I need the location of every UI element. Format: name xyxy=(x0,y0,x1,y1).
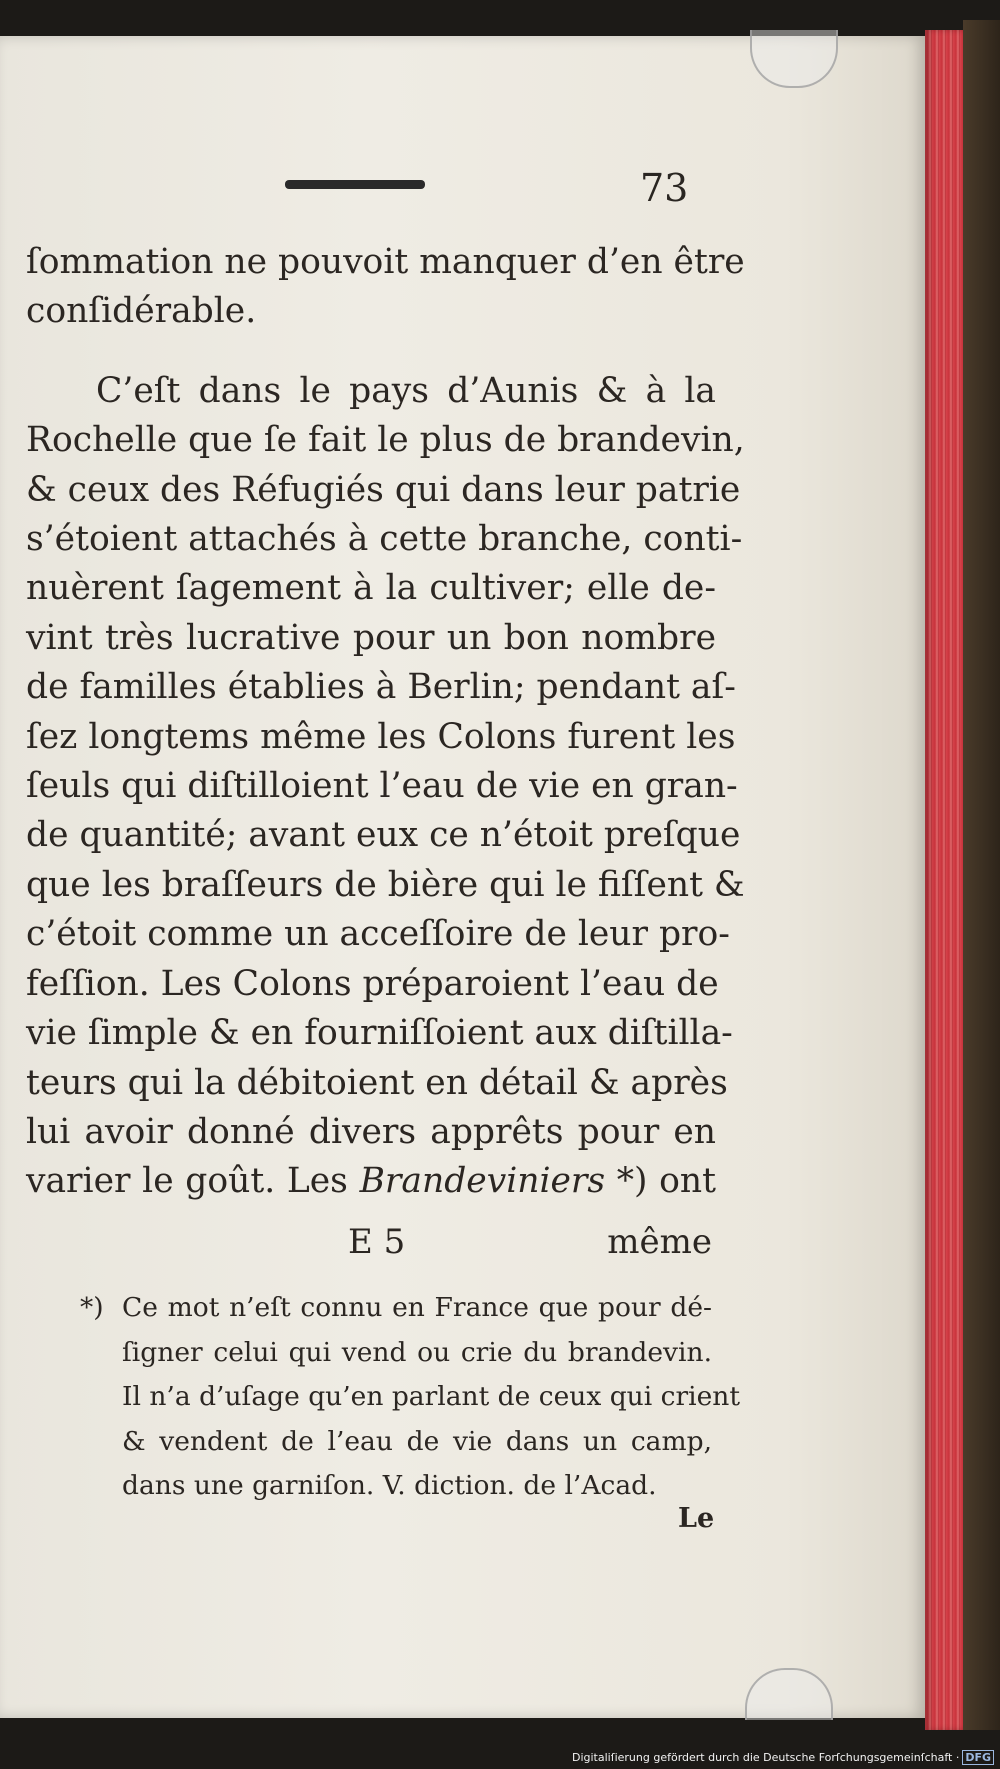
text-line: ſeuls qui diſtilloient l’eau de vie en gran- xyxy=(26,766,738,807)
credit-text: Digitaliſierung gefördert durch die Deutsche Forſchungsgemeinſchaft · xyxy=(571,1751,960,1764)
text-line: vie ſimple & en fourniſſoient aux diſtilla- xyxy=(26,1013,733,1054)
text-line: nuèrent ſagement à la cultiver; elle de- xyxy=(26,568,716,609)
text-line: feſſion. Les Colons préparoient l’eau de xyxy=(26,963,719,1004)
catchword: même xyxy=(607,1222,712,1262)
text-line: ſommation ne pouvoit manquer d’en être xyxy=(26,242,745,282)
footnote-line: Il n’a d’uſage qu’en parlant de ceux qui crient xyxy=(122,1381,741,1412)
footnote-line: dans une garniſon. V. diction. de l’Acad. xyxy=(122,1470,657,1501)
text-line: de familles établies à Berlin; pendant aſ- xyxy=(26,667,736,708)
digitization-credit xyxy=(572,1750,994,1765)
text-line: conſidérable. xyxy=(26,291,257,332)
bottom-catchword: Le xyxy=(678,1503,715,1534)
text-line: lui avoir donné divers apprêts pour en xyxy=(26,1111,716,1152)
text-line: C’eſt dans le pays d’Aunis & à la xyxy=(96,370,716,411)
footnote-line: ſigner celui qui vend ou crie du brandevin. xyxy=(122,1336,712,1368)
footnote xyxy=(80,1286,741,1509)
text-line: de quantité; avant eux ce n’étoit preſque xyxy=(26,815,741,856)
footnote-line: Ce mot n’eſt connu en France que pour dé- xyxy=(122,1292,712,1323)
text-segment: *) ont xyxy=(605,1161,716,1202)
signature-mark: E 5 xyxy=(348,1222,406,1262)
text-line: Rochelle que ſe fait le plus de brandevin, xyxy=(26,420,745,461)
italic-term: Brandeviniers xyxy=(359,1161,606,1202)
text-line: vint très lucrative pour un bon nombre xyxy=(26,617,716,658)
book-cover xyxy=(963,20,1000,1730)
footnote-line: & vendent de l’eau de vie dans un camp, xyxy=(122,1425,712,1457)
text-line: teurs qui la débitoient en détail & après xyxy=(26,1062,728,1103)
text-line: & ceux des Réfugiés qui dans leur patrie xyxy=(26,469,741,510)
text-line: s’étoient attachés à cette branche, conti- xyxy=(26,519,743,560)
text-line: que les braſſeurs de bière qui le fiſſent & xyxy=(26,864,745,905)
page-number: 73 xyxy=(640,166,689,210)
text-line: c’étoit comme un acceſſoire de leur pro- xyxy=(26,914,730,955)
signature-row xyxy=(46,1222,712,1272)
text-line-final xyxy=(26,1157,716,1206)
footnote-mark: *) xyxy=(80,1292,104,1323)
text-segment: varier le goût. Les xyxy=(26,1161,360,1202)
page-edges xyxy=(925,30,963,1730)
header-rule xyxy=(285,180,425,189)
text-line: ſez longtems même les Colons furent les xyxy=(26,716,736,757)
body-text xyxy=(26,238,745,1207)
dfg-logo: DFG xyxy=(962,1750,994,1765)
